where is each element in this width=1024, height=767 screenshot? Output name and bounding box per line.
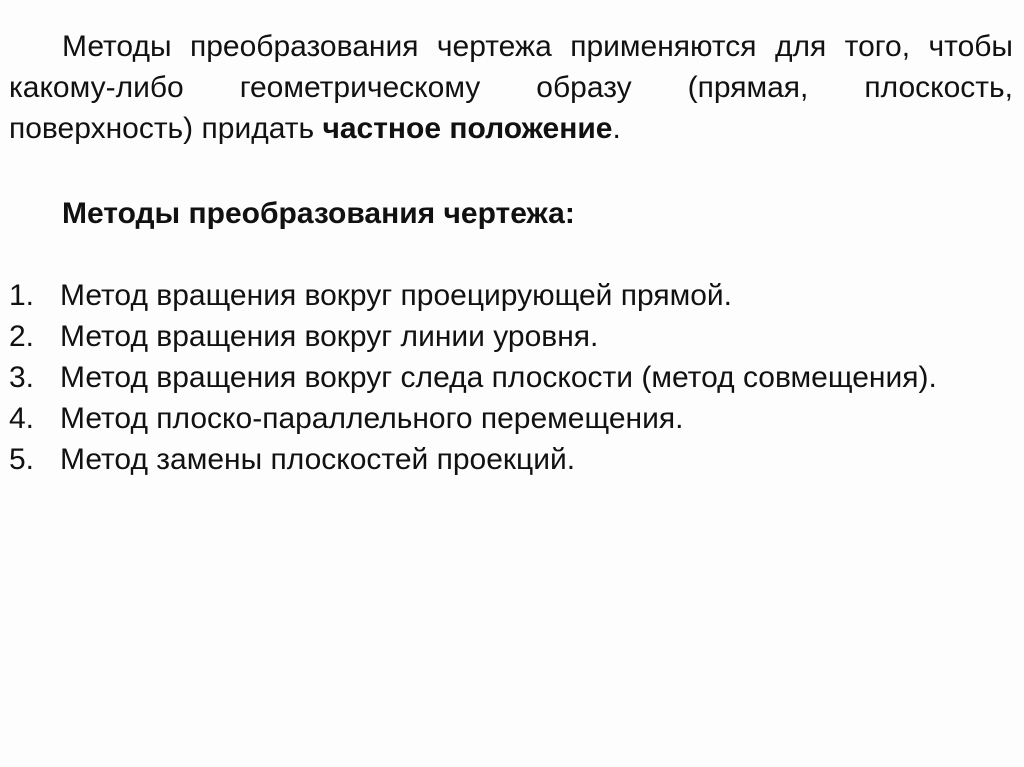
methods-heading: Методы преобразования чертежа: [62,197,575,230]
intro-text: Методы преобразования чертежа применяются для того, чтобы какому-либо геометрическому образу (прямая, плоскость, поверхность) придать [9,30,1013,145]
intro-paragraph [9,26,1013,149]
list-item-number: 2. [9,320,35,353]
methods-list [9,275,1013,480]
list-item-text: Метод вращения вокруг проецирующей прямой. [60,279,733,312]
list-item [9,439,1013,480]
list-item-number: 3. [9,361,35,394]
intro-period: . [612,112,621,145]
list-item-number: 1. [9,279,35,312]
list-item-text: Метод плоско-параллельного перемещения. [60,402,684,435]
list-item-text: Метод вращения вокруг следа плоскости (метод совмещения). [60,361,937,394]
intro-emphasis: частное положение [322,112,613,145]
list-item-text: Метод вращения вокруг линии уровня. [60,320,599,353]
list-item-number: 4. [9,402,35,435]
list-item-number: 5. [9,443,35,476]
list-item [9,357,1013,398]
list-item [9,316,1013,357]
list-item [9,398,1013,439]
list-item [9,275,1013,316]
list-item-text: Метод замены плоскостей проекций. [60,443,576,476]
